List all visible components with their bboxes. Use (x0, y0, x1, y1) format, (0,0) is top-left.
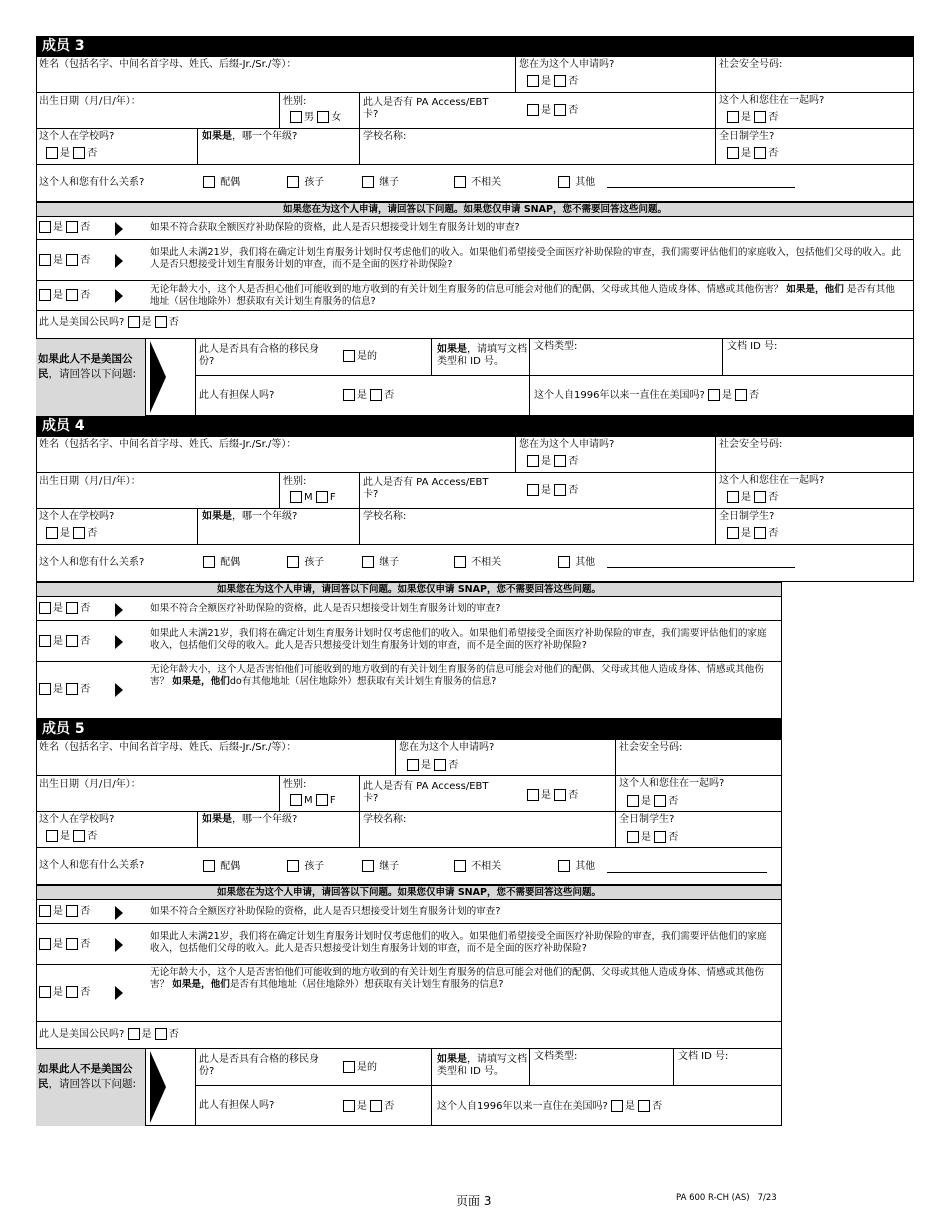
immigrant-yes-checkbox[interactable] (343, 1061, 355, 1073)
female-checkbox[interactable] (316, 794, 328, 806)
unrelated-checkbox[interactable] (454, 176, 466, 188)
full-time-no-checkbox[interactable] (754, 527, 766, 539)
doc-id-label: 文档 ID 号: (678, 1051, 729, 1062)
live-with-label: 这个人和您住在一起吗? (719, 475, 825, 486)
member-3-header: 成员 3 (36, 36, 914, 56)
gender-label: 性别: (283, 779, 307, 790)
member-5-header: 成员 5 (36, 719, 782, 739)
citizen-no-checkbox[interactable] (155, 1028, 167, 1040)
ssn-label: 社会安全号码: (719, 439, 783, 450)
live-with-no-checkbox[interactable] (754, 491, 766, 503)
in-school-label: 这个人在学校吗? (39, 131, 115, 142)
doc-id-label: 文档 ID 号: (727, 341, 778, 352)
full-time-label: 全日制学生? (719, 131, 775, 142)
full-time-yes-checkbox[interactable] (627, 831, 639, 843)
spouse-checkbox[interactable] (203, 860, 215, 872)
q2-yes-checkbox[interactable] (39, 635, 51, 647)
stepchild-checkbox[interactable] (362, 176, 374, 188)
other-checkbox[interactable] (558, 860, 570, 872)
applying-yes-checkbox[interactable] (527, 75, 539, 87)
ssn-label: 社会安全号码: (719, 59, 783, 70)
q1-text: 如果不符合获取全额医疗补助保险的资格，此人是否只想接受计划生育服务计划的审查? (150, 222, 520, 233)
page-number: 页面 3 (456, 1194, 492, 1208)
since1996-no-checkbox[interactable] (735, 389, 747, 401)
ssn-label: 社会安全号码: (619, 742, 683, 753)
form-id: PA 600 R-CH (AS) 7/23 (676, 1193, 777, 1203)
relationship-label: 这个人和您有什么关系? (39, 860, 145, 871)
relationship-label: 这个人和您有什么关系? (39, 557, 145, 568)
since1996-yes-checkbox[interactable] (708, 389, 720, 401)
male-checkbox[interactable] (290, 491, 302, 503)
gender-label: 性别: (283, 476, 307, 487)
live-with-label: 这个人和您住在一起吗? (619, 778, 725, 789)
arrow-icon (115, 222, 123, 236)
pa-access-yes-checkbox[interactable] (527, 484, 539, 496)
sponsor-label: 此人有担保人吗? (199, 1100, 275, 1111)
applying-no-checkbox[interactable] (434, 759, 446, 771)
male-checkbox[interactable] (290, 111, 302, 123)
since1996-no-checkbox[interactable] (638, 1100, 650, 1112)
q1-yes-checkbox[interactable] (39, 905, 51, 917)
applying-label: 您在为这个人申请吗? (399, 742, 495, 753)
unrelated-checkbox[interactable] (454, 556, 466, 568)
doc-type-label: 文档类型: (534, 1051, 578, 1062)
arrow-icon (150, 341, 166, 413)
arrow-icon (115, 938, 123, 952)
q2-text: 如果此人未满21岁，我们将在确定计划生育服务计划时仅考虑他们的收入。如果他们希望接受全面医疗补助保险的审查，我们需要评估他们的家庭收入，包括他们父母的收入。此人是否只想接受计划生育服务计划的审查，而不是全面的医疗补助保险? (150, 931, 767, 954)
other-checkbox[interactable] (558, 556, 570, 568)
q2-text: 如果此人未满21岁，我们将在确定计划生育服务计划时仅考虑他们的收入。如果他们希望接受全面医疗补助保险的审查，我们需要评估他们的家庭收入，包括他们父母的收入。此人是否只想接受计划生育服务计划的审查，而不是全面的医疗补助保险? (150, 247, 901, 270)
child-checkbox[interactable] (287, 556, 299, 568)
stepchild-checkbox[interactable] (362, 556, 374, 568)
school-name-label: 学校名称: (363, 511, 407, 522)
applying-no-checkbox[interactable] (554, 75, 566, 87)
arrow-icon (115, 603, 123, 617)
full-time-label: 全日制学生? (619, 814, 675, 825)
grade-label: 如果是，哪一个年级? (202, 511, 298, 522)
fp-banner: 如果您在为这个人申请，请回答以下问题。如果您仅申请 SNAP，您不需要回答这些问题。 (36, 885, 782, 900)
q2-yes-checkbox[interactable] (39, 938, 51, 950)
q1-no-checkbox[interactable] (66, 602, 78, 614)
immigrant-label: 此人是否具有合格的移民身份? (199, 344, 319, 367)
live-with-yes-checkbox[interactable] (727, 491, 739, 503)
q1-yes-checkbox[interactable] (39, 602, 51, 614)
q1-text: 如果不符合全额医疗补助保险的资格，此人是否只想接受计划生育服务计划的审查? (150, 603, 501, 614)
pa-access-label: 此人是否有 PA Access/EBT 卡? (363, 781, 489, 804)
in-school-no-checkbox[interactable] (73, 830, 85, 842)
arrow-icon (115, 683, 123, 697)
in-school-no-checkbox[interactable] (73, 527, 85, 539)
spouse-checkbox[interactable] (203, 176, 215, 188)
immigrant-label: 此人是否具有合格的移民身份? (199, 1054, 319, 1077)
q3-yes-checkbox[interactable] (39, 289, 51, 301)
male-checkbox[interactable] (290, 794, 302, 806)
pa-access-no-checkbox[interactable] (554, 104, 566, 116)
pa-access-yes-checkbox[interactable] (527, 104, 539, 116)
live-with-label: 这个人和您住在一起吗? (719, 95, 825, 106)
q2-yes-checkbox[interactable] (39, 254, 51, 266)
q2-no-checkbox[interactable] (66, 254, 78, 266)
stepchild-checkbox[interactable] (362, 860, 374, 872)
arrow-icon (115, 254, 123, 268)
full-time-label: 全日制学生? (719, 511, 775, 522)
pa-access-label: 此人是否有 PA Access/EBT 卡? (363, 477, 489, 500)
member-4-header: 成员 4 (36, 416, 914, 436)
q3-no-checkbox[interactable] (66, 683, 78, 695)
child-checkbox[interactable] (287, 176, 299, 188)
in-school-yes-checkbox[interactable] (46, 830, 58, 842)
q3-no-checkbox[interactable] (66, 986, 78, 998)
applying-label: 您在为这个人申请吗? (519, 439, 615, 450)
citizen-yes-checkbox[interactable] (128, 1028, 140, 1040)
q1-no-checkbox[interactable] (66, 221, 78, 233)
arrow-icon (150, 1051, 166, 1123)
citizen-yes-checkbox[interactable] (128, 316, 140, 328)
citizen-label: 此人是美国公民吗? (39, 1029, 125, 1040)
other-checkbox[interactable] (558, 176, 570, 188)
dob-label: 出生日期（月/日/年）： (39, 96, 141, 107)
live-with-no-checkbox[interactable] (654, 795, 666, 807)
female-checkbox[interactable] (316, 491, 328, 503)
q1-yes-checkbox[interactable] (39, 221, 51, 233)
unrelated-checkbox[interactable] (454, 860, 466, 872)
arrow-icon (115, 986, 123, 1000)
school-name-label: 学校名称: (363, 814, 407, 825)
immigrant-yes-checkbox[interactable] (343, 350, 355, 362)
female-checkbox[interactable] (317, 111, 329, 123)
in-school-yes-checkbox[interactable] (46, 527, 58, 539)
doc-type-label: 文档类型: (534, 341, 578, 352)
arrow-icon (115, 906, 123, 920)
q2-text: 如果此人未满21岁，我们将在确定计划生育服务计划时仅考虑他们的收入。如果他们希望接受全面医疗补助保险的审查，我们需要评估他们的家庭收入，包括他们父母的收入。此人是否只想接受计划生育服务计划的审查，而不是全面的医疗补助保险? (150, 628, 767, 651)
pa-access-label: 此人是否有 PA Access/EBT 卡? (363, 97, 489, 120)
sponsor-label: 此人有担保人吗? (199, 390, 275, 401)
q3-text: 无论年龄大小，这个人是否害怕他们可能收到的地方收到的有关计划生育服务的信息可能会对他们的配偶、父母或其他人造成身体、情感或其他伤害？ 如果是，他们do有其他地址（居住地除外）想获取有关计划生育服务的信息? (150, 664, 764, 687)
since1996-yes-checkbox[interactable] (611, 1100, 623, 1112)
citizen-no-checkbox[interactable] (155, 316, 167, 328)
noncitizen-label: 如果此人不是美国公民，请回答以下问题: (38, 353, 137, 380)
dob-label: 出生日期（月/日/年）： (39, 779, 141, 790)
noncitizen-label: 如果此人不是美国公民，请回答以下问题: (38, 1063, 137, 1090)
in-school-no-checkbox[interactable] (73, 147, 85, 159)
fp-banner: 如果您在为这个人申请，请回答以下问题。如果您仅申请 SNAP，您不需要回答这些问题。 (36, 202, 914, 217)
other-input-line[interactable] (607, 872, 767, 873)
live-with-yes-checkbox[interactable] (627, 795, 639, 807)
pa-access-no-checkbox[interactable] (554, 484, 566, 496)
since1996-label: 这个人自1996年以来一直住在美国吗? (534, 390, 705, 401)
q3-no-checkbox[interactable] (66, 289, 78, 301)
sponsor-yes-checkbox[interactable] (343, 1100, 355, 1112)
full-time-yes-checkbox[interactable] (727, 527, 739, 539)
grade-label: 如果是，哪一个年级? (202, 131, 298, 142)
arrow-icon (115, 289, 123, 303)
doc-instructions: 如果是，请填写文档类型和 ID 号。 (437, 344, 527, 367)
dob-label: 出生日期（月/日/年）： (39, 476, 141, 487)
doc-instructions: 如果是，请填写文档类型和 ID 号。 (437, 1054, 527, 1077)
since1996-label: 这个人自1996年以来一直住在美国吗? (437, 1101, 608, 1112)
other-input-line[interactable] (607, 187, 795, 188)
school-name-label: 学校名称: (363, 131, 407, 142)
name-label: 姓名（包括名字、中间名首字母、姓氏、后缀-Jr./Sr./等）： (39, 742, 297, 753)
q1-text: 如果不符合全额医疗补助保险的资格，此人是否只想接受计划生育服务计划的审查? (150, 906, 501, 917)
full-time-no-checkbox[interactable] (654, 831, 666, 843)
grade-label: 如果是，哪一个年级? (202, 814, 298, 825)
sponsor-yes-checkbox[interactable] (343, 389, 355, 401)
fp-banner: 如果您在为这个人申请，请回答以下问题。如果您仅申请 SNAP，您不需要回答这些问题。 (36, 582, 782, 597)
q3-yes-checkbox[interactable] (39, 683, 51, 695)
arrow-icon (115, 635, 123, 649)
pa-access-yes-checkbox[interactable] (527, 789, 539, 801)
relationship-label: 这个人和您有什么关系? (39, 177, 145, 188)
sponsor-no-checkbox[interactable] (370, 389, 382, 401)
name-label: 姓名（包括名字、中间名首字母、姓氏、后缀-Jr./Sr./等）： (39, 439, 297, 450)
q2-no-checkbox[interactable] (66, 635, 78, 647)
applying-yes-checkbox[interactable] (407, 759, 419, 771)
applying-no-checkbox[interactable] (554, 455, 566, 467)
citizen-label: 此人是美国公民吗? (39, 317, 125, 328)
applying-yes-checkbox[interactable] (527, 455, 539, 467)
gender-label: 性别: (283, 96, 307, 107)
q3-text: 无论年龄大小，这个人是否害怕他们可能收到的地方收到的有关计划生育服务的信息可能会对他们的配偶、父母或其他人造成身体、情感或其他伤害？ 如果是，他们是否有其他地址（居住地除外）想获取有关计划生育服务的信息? (150, 967, 764, 990)
sponsor-no-checkbox[interactable] (370, 1100, 382, 1112)
full-time-no-checkbox[interactable] (754, 147, 766, 159)
pa-access-no-checkbox[interactable] (554, 789, 566, 801)
applying-label: 您在为这个人申请吗? (519, 59, 615, 70)
full-time-yes-checkbox[interactable] (727, 147, 739, 159)
child-checkbox[interactable] (287, 860, 299, 872)
spouse-checkbox[interactable] (203, 556, 215, 568)
name-label: 姓名（包括名字、中间名首字母、姓氏、后缀-Jr./Sr./等）： (39, 59, 297, 70)
in-school-label: 这个人在学校吗? (39, 511, 115, 522)
in-school-yes-checkbox[interactable] (46, 147, 58, 159)
q3-text: 无论年龄大小，这个人是否担心他们可能收到的地方收到的有关计划生育服务的信息可能会对他们的配偶、父母或其他人造成身体、情感或其他伤害？ 如果是，他们 是否有其他地址（居住地除外）想获取有关计划生育服务的信息? (150, 284, 895, 307)
q1-no-checkbox[interactable] (66, 905, 78, 917)
q2-no-checkbox[interactable] (66, 938, 78, 950)
q3-yes-checkbox[interactable] (39, 986, 51, 998)
other-input-line[interactable] (607, 567, 795, 568)
in-school-label: 这个人在学校吗? (39, 814, 115, 825)
